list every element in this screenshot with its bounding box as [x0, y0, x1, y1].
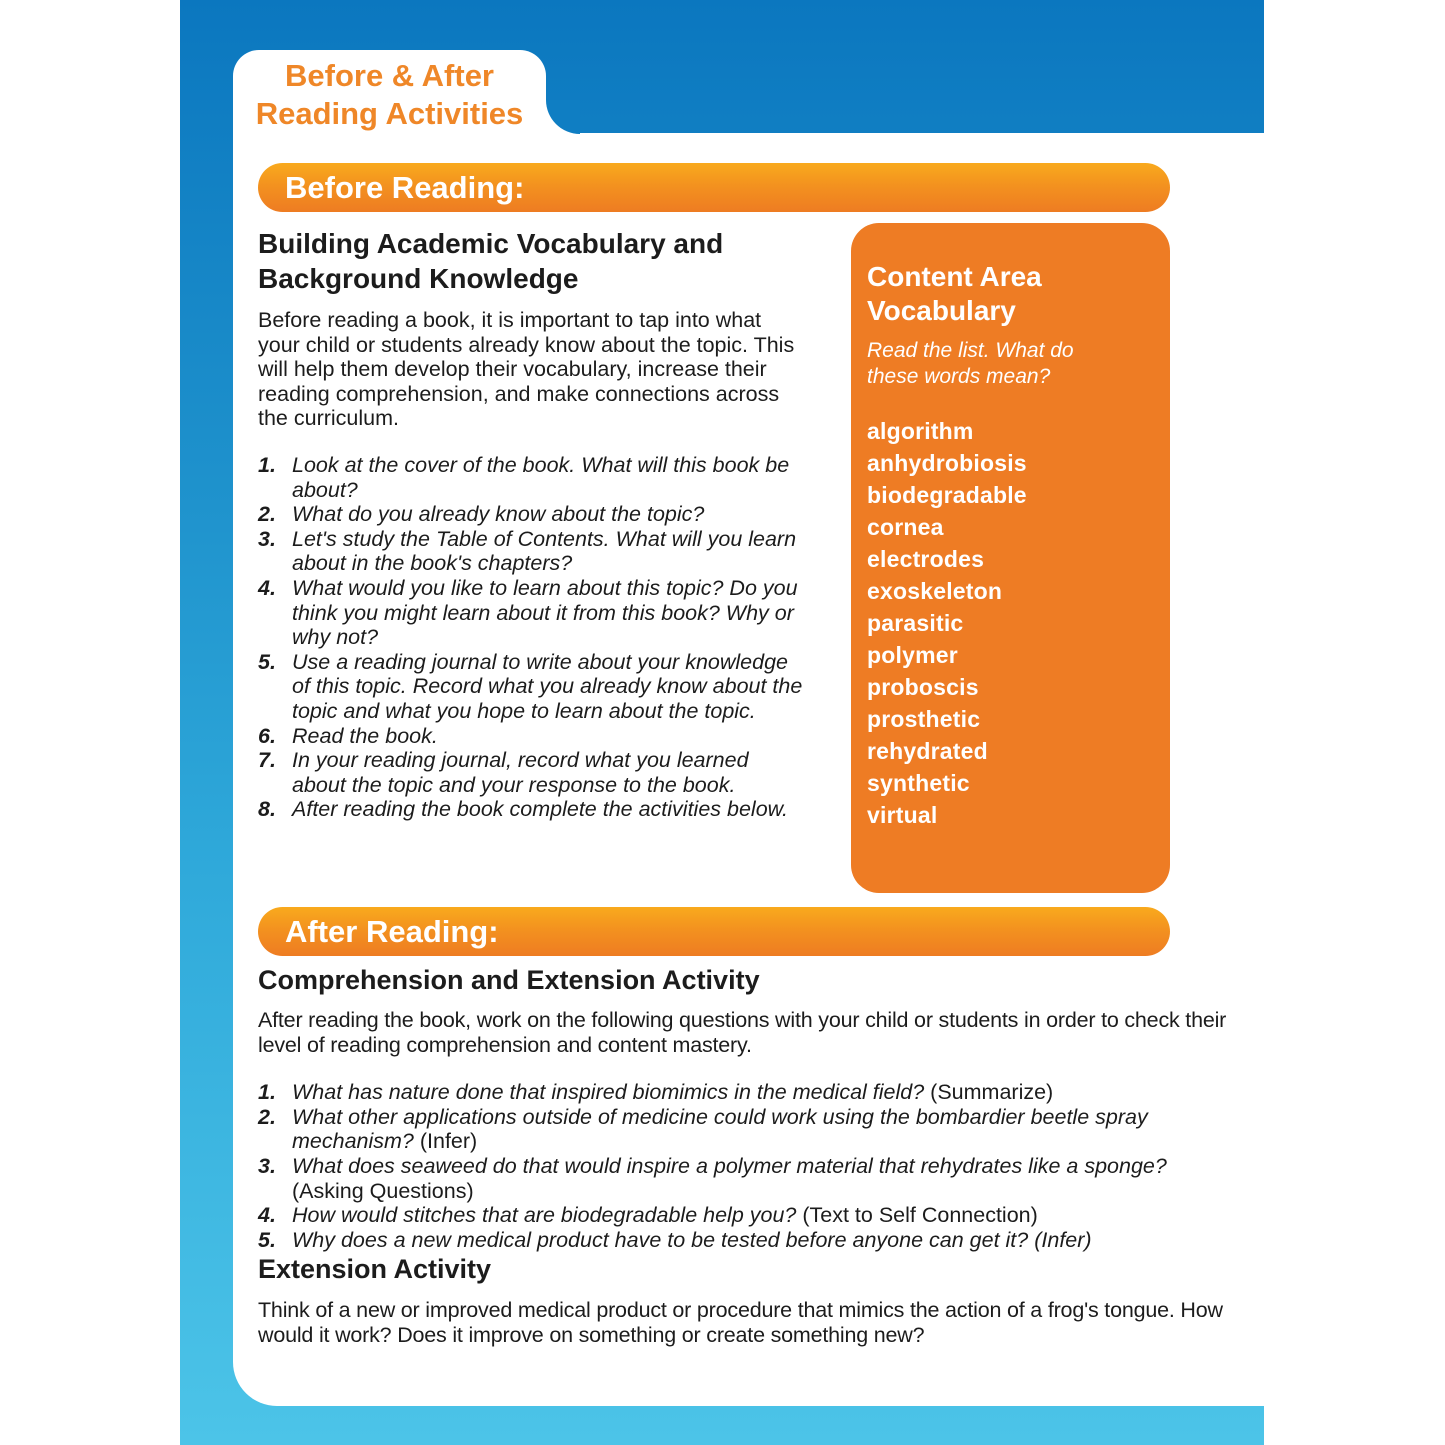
page-title-tab: [233, 50, 546, 134]
list-item: [258, 650, 823, 724]
list-item-text: What has nature done that inspired biomimics in the medical field? (Summarize): [292, 1080, 1054, 1105]
list-item-note: (Summarize): [924, 1080, 1054, 1105]
before-reading-section: [258, 226, 823, 822]
vocabulary-word: cornea: [867, 514, 944, 540]
vocabulary-word: biodegradable: [867, 482, 1027, 508]
content-area-vocabulary-box: [851, 223, 1170, 893]
tab-corner-fillet: [546, 100, 580, 134]
list-item: [258, 1154, 1223, 1203]
list-item-number: 2.: [258, 1104, 276, 1129]
list-item: [258, 1080, 1223, 1105]
list-item-note: (Asking Questions): [292, 1178, 474, 1203]
list-item: [258, 1203, 1223, 1228]
list-item-text: How would stitches that are biodegradable help you? (Text to Self Connection): [292, 1203, 1038, 1228]
before-reading-heading: Building Academic Vocabulary and Background Knowledge: [258, 228, 724, 294]
after-reading-heading: Comprehension and Extension Activity: [258, 965, 760, 995]
extension-activity-text: Think of a new or improved medical product or procedure that mimics the action of a frog's tongue. How would it work? Does it improve on something or create something new?: [258, 1298, 1223, 1347]
vocabulary-word: synthetic: [867, 770, 970, 796]
list-item-text: Let's study the Table of Contents. What will you learn about in the book's chapters?: [292, 526, 797, 576]
list-item-text: Why does a new medical product have to be tested before anyone can get it? (Infer): [292, 1227, 1092, 1252]
list-item-note: (Infer): [1028, 1227, 1092, 1252]
list-item-text: After reading the book complete the activities below.: [292, 797, 788, 822]
list-item-number: 3.: [258, 1153, 276, 1178]
page-title-line1: Before & After: [285, 58, 494, 93]
list-item: [258, 748, 823, 797]
list-item-number: 3.: [258, 526, 276, 551]
list-item-number: 6.: [258, 723, 276, 748]
before-reading-steps: [258, 453, 823, 822]
vocabulary-word: virtual: [867, 802, 938, 828]
list-item-number: 5.: [258, 1227, 276, 1252]
list-item-number: 1.: [258, 1080, 276, 1105]
list-item-number: 5.: [258, 649, 276, 674]
before-reading-intro: Before reading a book, it is important to tap into what your child or students already know about the topic. This will help them develop their vocabulary, increase their reading comprehension, and make connections across the curriculum.: [258, 308, 795, 431]
after-reading-section: [258, 963, 1246, 1348]
list-item-text: What other applications outside of medicine could work using the bombardier beetle spray mechanism? (Infer): [292, 1104, 1148, 1154]
list-item-text: What do you already know about the topic?: [292, 502, 705, 527]
vocabulary-word: anhydrobiosis: [867, 450, 1027, 476]
list-item-number: 2.: [258, 502, 276, 527]
vocabulary-word: electrodes: [867, 546, 985, 572]
list-item-text: Look at the cover of the book. What will this book be about?: [292, 452, 790, 502]
list-item: [258, 724, 823, 749]
before-reading-banner-label: Before Reading:: [285, 169, 525, 205]
list-item: [258, 576, 823, 650]
list-item-note: (Text to Self Connection): [796, 1203, 1038, 1228]
after-reading-banner: [258, 907, 1170, 956]
list-item: [258, 453, 823, 502]
page-title-line2: Reading Activities: [255, 96, 524, 131]
extension-activity-heading: Extension Activity: [258, 1254, 492, 1285]
list-item-number: 4.: [258, 575, 276, 600]
vocabulary-word: proboscis: [867, 674, 979, 700]
list-item-number: 8.: [258, 797, 276, 822]
list-item-text: Read the book.: [292, 723, 438, 748]
list-item: [258, 527, 823, 576]
list-item-number: 7.: [258, 748, 276, 773]
list-item-text: What does seaweed do that would inspire a polymer material that rehydrates like a sponge? (Asking Questions): [292, 1153, 1167, 1203]
list-item-note: (Infer): [413, 1129, 478, 1154]
vocabulary-word: parasitic: [867, 610, 964, 636]
vocabulary-word: prosthetic: [867, 706, 981, 732]
vocabulary-word-list: [867, 415, 1148, 831]
after-reading-questions: [258, 1080, 1223, 1252]
list-item-number: 1.: [258, 452, 276, 477]
vocabulary-prompt: Read the list. What do these words mean?: [867, 339, 1074, 388]
list-item: [258, 1105, 1223, 1154]
after-reading-intro: After reading the book, work on the following questions with your child or students in order to check their level of reading comprehension and content mastery.: [258, 1008, 1227, 1057]
list-item-text: Use a reading journal to write about your knowledge of this topic. Record what you already know about the topic and what you hope to learn about the topic.: [292, 649, 803, 723]
vocabulary-word: exoskeleton: [867, 578, 1003, 604]
list-item: [258, 797, 823, 822]
vocabulary-word: rehydrated: [867, 738, 988, 764]
before-reading-banner: [258, 163, 1170, 212]
vocabulary-title: Content Area Vocabulary: [867, 261, 1042, 326]
vocabulary-word: polymer: [867, 642, 958, 668]
list-item: [258, 1228, 1223, 1253]
list-item-number: 4.: [258, 1203, 276, 1228]
vocabulary-word: algorithm: [867, 418, 974, 444]
list-item-text: In your reading journal, record what you learned about the topic and your response to the book.: [292, 748, 749, 797]
list-item-text: What would you like to learn about this topic? Do you think you might learn about it from this book? Why or why not?: [292, 575, 798, 650]
after-reading-banner-label: After Reading:: [285, 913, 499, 949]
list-item: [258, 502, 823, 527]
